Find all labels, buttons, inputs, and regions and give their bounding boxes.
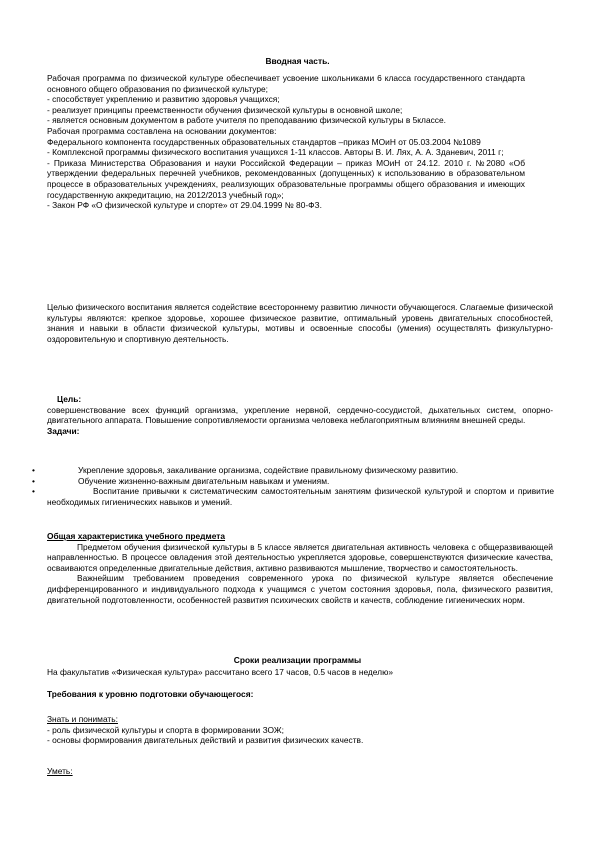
bullet-icon: •: [32, 486, 35, 497]
general-paragraph-1: Предметом обучения физической культуры в 5 классе является двигательная активность человека с общеразвивающей направленностью. В процессе овладения этой деятельностью укрепляется здоровье, совершенствуются физические качества, осваиваются определенные двигательные действия, активно развиваются мышление, творчество и самостоятельность.: [47, 541, 553, 573]
task-text: Воспитание привычки к систематическим самостоятельным занятиям физической культурой и спортом и привитие необходимых гигиенических навыков и умений.: [47, 486, 554, 507]
intro-section: [47, 73, 525, 211]
tasks-heading: Задачи:: [47, 425, 80, 436]
intro-line: - Приказа Министерства Образования и науки Российской Федерации – приказ МОиН от 24.12. 2010 г. №2080 «Об утверждении федеральных перечней учебников, рекомендованных (допущенных) к использованию в образовательном процессе в образовательных учреждениях, реализующих образовательные программы общего образования и имеющих государственную аккредитацию, на 2012/2013 учебный год»;: [47, 157, 525, 200]
goal-section: [47, 394, 553, 436]
list-item: [32, 465, 554, 476]
task-text: Укрепление здоровья, закаливание организма, содействие правильному физическому развитию.: [78, 465, 459, 475]
intro-line: - является основным документом в работе учителя по преподаванию физической культуры в 5классе.: [47, 115, 446, 126]
schedule-text: [47, 667, 553, 678]
know-section: [47, 714, 553, 746]
able-heading: Уметь:: [47, 766, 73, 776]
tasks-list: [32, 465, 554, 507]
intro-line: - способствует укреплению и развитию здоровья учащихся;: [47, 94, 280, 105]
schedule-text-b: всего 17 часов, 0.5 часов в неделю»: [251, 667, 394, 677]
intro-line: - Закон РФ «О физической культуре и спорте» от 29.04.1999 № 80-ФЗ.: [47, 200, 322, 211]
intro-line: - Комплексной программы физического воспитания учащихся 1-11 классов. Авторы В. И. Лях, А. А. Зданевич, 2011 г;: [47, 147, 504, 158]
general-heading: Общая характеристика учебного предмета: [47, 531, 226, 541]
schedule-text-a: На факультатив «Физическая культура» рассчитано: [47, 667, 250, 677]
purpose-paragraph: [47, 302, 553, 344]
know-item: - роль физической культуры и спорта в формировании ЗОЖ;: [47, 724, 284, 735]
task-text: Обучение жизненно-важным двигательным навыкам и умениям.: [78, 475, 330, 486]
intro-line: Федерального компонента государственных образовательных стандартов –приказ МОиН от 05.03.2004 №1089: [47, 136, 481, 147]
general-paragraph-2: Важнейшим требованием проведения современного урока по физической культуре является обеспечение дифференцированного и индивидуального подхода к учащимся с учетом состояния здоровья, пола, физического развития, двигательной подготовленности, особенностей развития психических свойств и качеств, соблюдение гигиенических норм.: [47, 573, 553, 605]
goal-heading: Цель:: [57, 394, 82, 404]
know-heading: Знать и понимать:: [47, 714, 118, 724]
purpose-text: Целью физического воспитания является содействие всестороннему развитию личности обучающегося. Слагаемые физической культуры являются: крепкое здоровье, хорошее физическое развитие, оптимальный уровень двигательных способностей, знания и навыки в области физической культуры, мотивы и освоенные способы (умения) осуществлять физкультурно-оздоровительную и спортивную деятельность.: [47, 302, 553, 344]
page-title: Вводная часть.: [265, 56, 330, 66]
intro-line: - реализует принципы преемственности обучения физической культуры в основной школе;: [47, 104, 403, 115]
schedule-heading: Сроки реализации программы: [233, 655, 362, 665]
bullet-icon: •: [32, 475, 35, 486]
list-item: [32, 486, 554, 507]
intro-line: Рабочая программа по физической культуре обеспечивает усвоение школьниками 6 класса государственного стандарта основного общего образования по физической культуре;: [47, 73, 525, 94]
bullet-icon: •: [32, 465, 35, 475]
intro-line: Рабочая программа составлена на основании документов:: [47, 125, 277, 136]
requirements-heading: Требования к уровню подготовки обучающегося:: [47, 689, 254, 699]
list-item: [32, 476, 554, 487]
general-section: [47, 531, 553, 605]
goal-text: совершенствование всех функций организма, укрепление нервной, сердечно-сосудистой, дыхательных систем, опорно-двигательного аппарата. Повышение сопротивляемости организма человека неблагоприятным влияниям внешней среды.: [47, 404, 553, 426]
know-item: - основы формирования двигательных действий и развития физических качеств.: [47, 735, 364, 746]
